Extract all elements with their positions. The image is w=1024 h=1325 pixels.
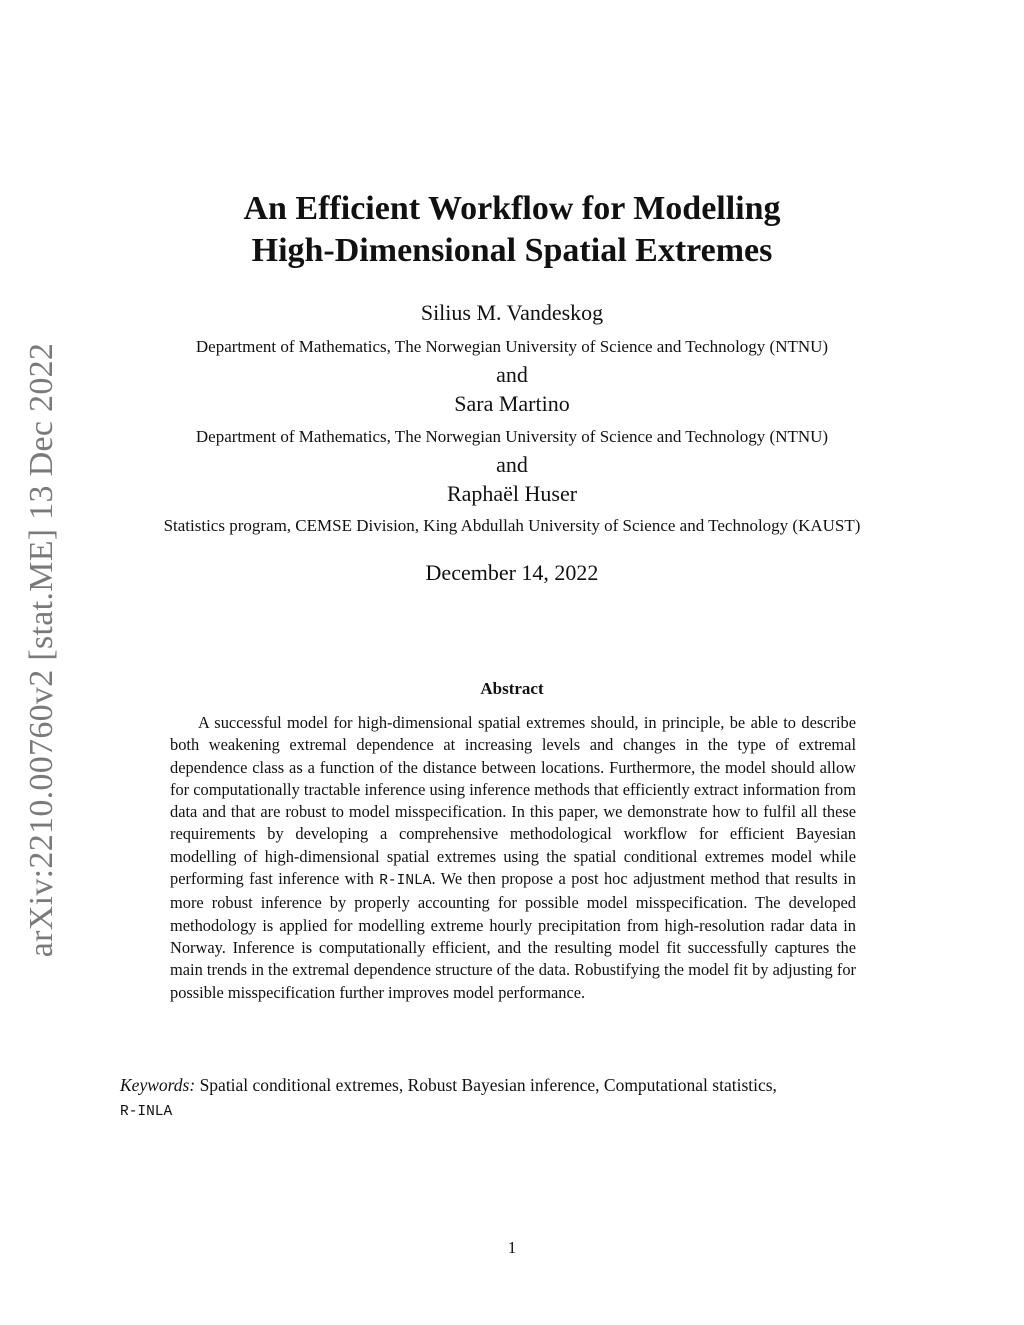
paper-title <box>0 188 1024 272</box>
author-name-1: Silius M. Vandeskog <box>420 300 604 325</box>
keywords-section <box>120 1073 910 1124</box>
author-affiliation-2: Department of Mathematics, The Norwegian University of Science and Technology (NTNU) <box>195 427 829 446</box>
keywords-label: Keywords: <box>120 1075 196 1095</box>
keywords-text: Spatial conditional extremes, Robust Bayesian inference, Computational statistics, <box>199 1075 777 1095</box>
arxiv-identifier-stamp: arXiv:2210.00760v2 [stat.ME] 13 Dec 2022 <box>23 342 60 958</box>
abstract-code-term: R-INLA <box>379 873 432 890</box>
author-name-3: Raphaël Huser <box>446 481 578 506</box>
keywords-code-term: R-INLA <box>120 1104 173 1120</box>
abstract-body <box>170 712 856 1004</box>
author-affiliation-3: Statistics program, CEMSE Division, King Abdullah University of Science and Technology (KAUST) <box>163 516 861 535</box>
publication-date: December 14, 2022 <box>425 560 599 585</box>
paper-title-line-1: An Efficient Workflow for Modelling <box>243 190 781 227</box>
author-name-2: Sara Martino <box>454 391 570 416</box>
abstract-text-part-2: . We then propose a post hoc adjustment method that results in more robust inference by properly accounting for possible model misspecification. The developed methodology is applied for modelling extreme hourly precipitation from high-resolution radar data in Norway. Inference is computationally efficient, and the resulting model fit successfully captures the main trends in the extremal dependence structure of the data. Robustifying the model fit by adjusting for possible misspecification further improves model performance. <box>170 869 856 1002</box>
paper-title-line-2: High-Dimensional Spatial Extremes <box>251 232 773 269</box>
abstract-text-part-1: A successful model for high-dimensional spatial extremes should, in principle, be able to describe both weakening extremal dependence at increasing levels and changes in the type of extremal dependence class as a function of the distance between locations. Furthermore, the model should allow for computationally tractable inference using inference methods that efficiently extract information from data and that are robust to model misspecification. In this paper, we demonstrate how to fulfil all these requirements by developing a comprehensive methodological workflow for efficient Bayesian modelling of high-dimensional spatial extremes using the spatial conditional extremes model while performing fast inference with <box>170 713 856 889</box>
author-affiliation-1: Department of Mathematics, The Norwegian University of Science and Technology (NTNU) <box>195 337 829 356</box>
author-separator-1: and <box>496 362 528 387</box>
abstract-heading: Abstract <box>480 679 544 698</box>
page-number: 1 <box>507 1238 517 1257</box>
author-separator-2: and <box>496 452 528 477</box>
